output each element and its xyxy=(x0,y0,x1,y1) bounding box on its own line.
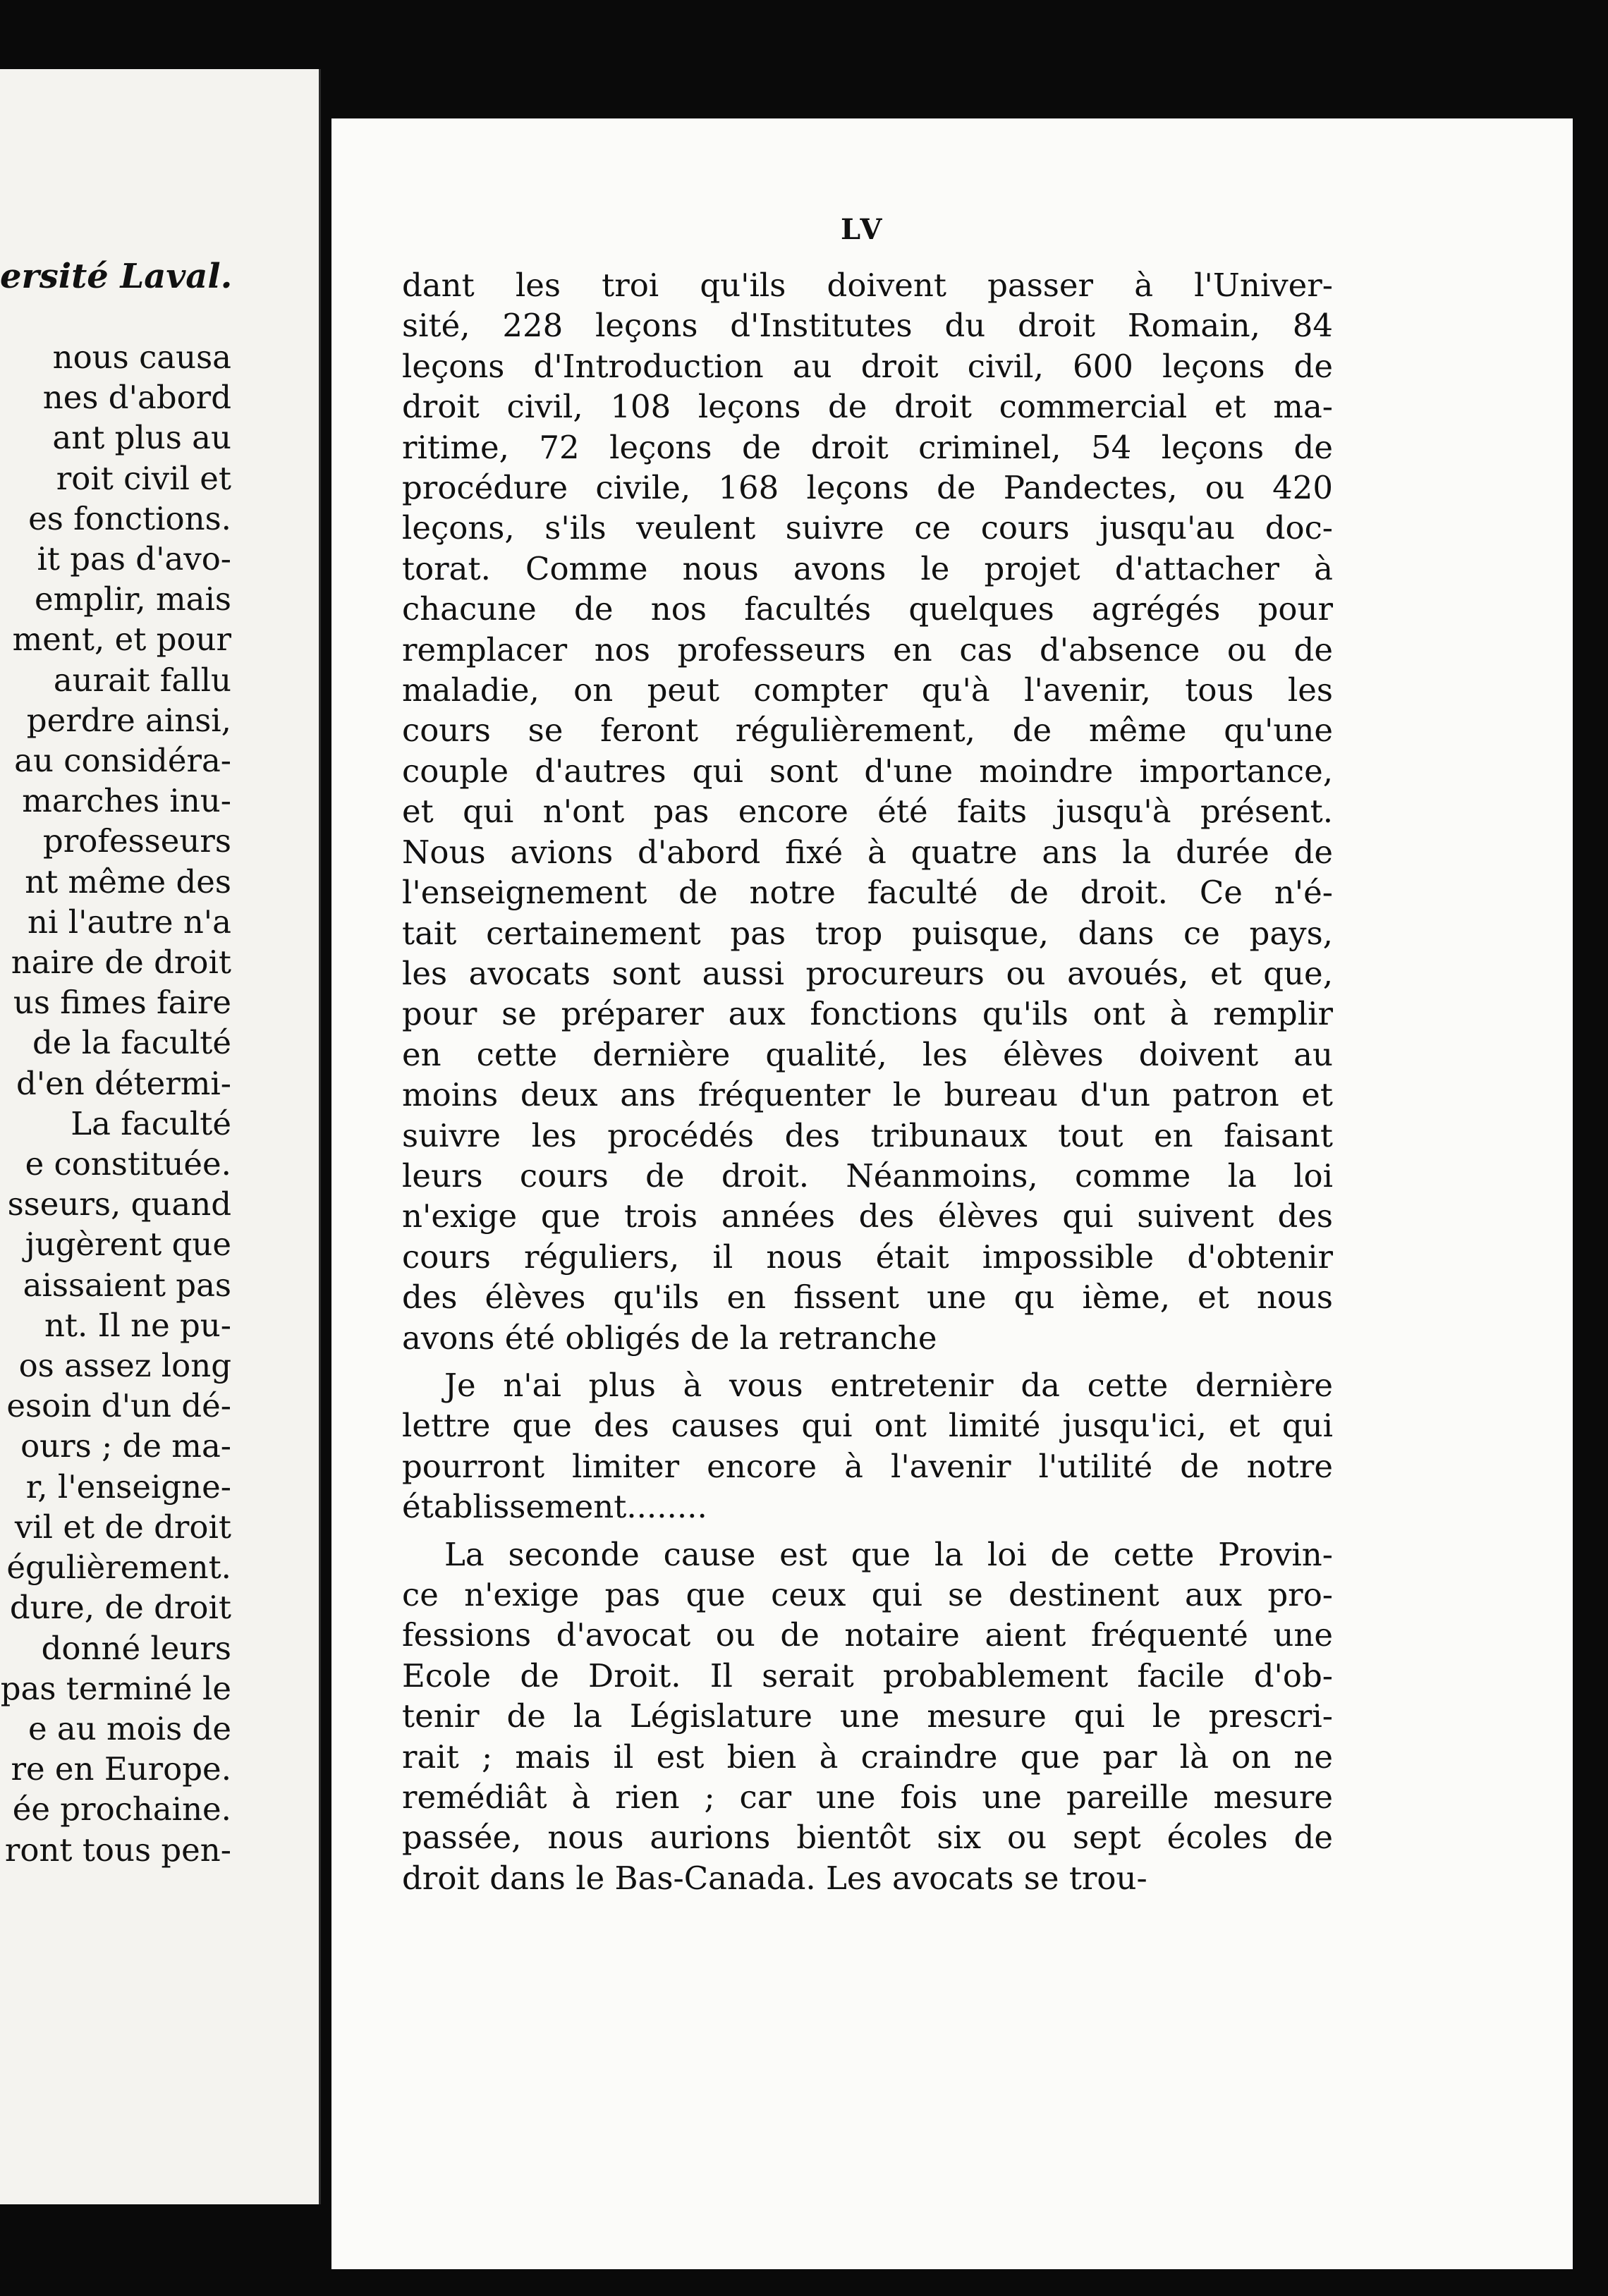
left-text-line: pas terminé le xyxy=(0,1669,231,1707)
text-line: l'enseignement de notre faculté de droit. Ce n'é- xyxy=(402,874,1333,912)
left-text-line: e au mois de xyxy=(28,1709,231,1747)
left-text-line: vil et de droit xyxy=(14,1508,231,1546)
text-line: chacune de nos facultés quelques agrégés pour xyxy=(402,590,1333,628)
text-line: maladie, on peut compter qu'à l'avenir, tous les xyxy=(402,671,1333,709)
paragraph xyxy=(402,265,1333,1358)
left-page-text xyxy=(0,337,231,1870)
left-text-line: ront tous pen- xyxy=(4,1831,231,1869)
text-line: des élèves qu'ils en fissent une qu ième, et nous xyxy=(402,1278,1333,1317)
left-text-line: ment, et pour xyxy=(12,621,231,659)
text-line: droit civil, 108 leçons de droit commercial et ma- xyxy=(402,388,1333,426)
text-line: cours se feront régulièrement, de même qu'une xyxy=(402,712,1333,750)
right-page-body xyxy=(402,265,1333,1898)
left-text-line: nt. Il ne pu- xyxy=(44,1306,231,1344)
left-text-line: re en Europe. xyxy=(11,1750,231,1788)
text-line: fessions d'avocat ou de notaire aient fréquenté une xyxy=(402,1616,1333,1654)
left-text-line: nt même des xyxy=(25,862,231,900)
text-line: cours réguliers, il nous était impossible d'obtenir xyxy=(402,1238,1333,1276)
text-line: et qui n'ont pas encore été faits jusqu'à présent. xyxy=(402,793,1333,831)
text-line: couple d'autres qui sont d'une moindre importance, xyxy=(402,752,1333,790)
text-line: droit dans le Bas-Canada. Les avocats se trou- xyxy=(402,1859,1147,1897)
left-text-line: nous causa xyxy=(52,338,231,376)
page-number: LV xyxy=(841,213,885,246)
paragraph xyxy=(402,1365,1333,1527)
left-text-line: professeurs xyxy=(42,822,231,860)
text-line: procédure civile, 168 leçons de Pandectes, ou 420 xyxy=(402,469,1333,507)
paragraph-gap xyxy=(402,1527,1333,1534)
left-text-line: ée prochaine. xyxy=(12,1790,231,1828)
text-line: lettre que des causes qui ont limité jusqu'ici, et qui xyxy=(402,1407,1333,1445)
left-text-line: emplir, mais xyxy=(34,580,231,618)
left-text-line: es fonctions. xyxy=(28,499,231,537)
left-text-line: nes d'abord xyxy=(42,379,231,417)
text-line: les avocats sont aussi procureurs ou avoués, et que, xyxy=(402,954,1333,992)
text-line: rait ; mais il est bien à craindre que par là on ne xyxy=(402,1738,1333,1776)
text-line: Nous avions d'abord fixé à quatre ans la durée de xyxy=(402,833,1333,871)
left-text-line: sseurs, quand xyxy=(7,1185,231,1223)
left-text-line: La faculté xyxy=(71,1104,231,1142)
left-text-line: aurait fallu xyxy=(53,661,231,699)
text-line: en cette dernière qualité, les élèves doivent au xyxy=(402,1035,1333,1073)
text-line: sité, 228 leçons d'Institutes du droit Romain, 84 xyxy=(402,307,1333,345)
left-text-line: au considéra- xyxy=(14,742,231,780)
left-text-line: esoin d'un dé- xyxy=(6,1387,231,1425)
text-line: leçons d'Introduction au droit civil, 600 leçons de xyxy=(402,347,1333,385)
text-line: pour se préparer aux fonctions qu'ils ont à remplir xyxy=(402,995,1333,1033)
text-line: établissement........ xyxy=(402,1488,707,1526)
left-text-line: dure, de droit xyxy=(9,1589,231,1627)
text-line: Ecole de Droit. Il serait probablement facile d'ob- xyxy=(402,1656,1333,1694)
text-line: leçons, s'ils veulent suivre ce cours jusqu'au doc- xyxy=(402,509,1333,547)
left-text-line: ant plus au xyxy=(52,419,231,457)
left-text-line: perdre ainsi, xyxy=(26,701,231,739)
text-line: leurs cours de droit. Néanmoins, comme la loi xyxy=(402,1156,1333,1195)
left-text-line: r, l'enseigne- xyxy=(25,1467,231,1506)
text-line: remplacer nos professeurs en cas d'absence ou de xyxy=(402,630,1333,668)
left-text-line: e constituée. xyxy=(25,1145,231,1183)
left-text-line: it pas d'avo- xyxy=(37,540,231,578)
left-text-line: ours ; de ma- xyxy=(20,1427,231,1465)
text-line: ritime, 72 leçons de droit criminel, 54 leçons de xyxy=(402,428,1333,466)
text-line: dant les troi qu'ils doivent passer à l'Univer- xyxy=(402,267,1333,304)
text-line: n'exige que trois années des élèves qui suivent des xyxy=(402,1197,1333,1235)
text-line: pourront limiter encore à l'avenir l'utilité de notre xyxy=(402,1447,1333,1485)
text-line: moins deux ans fréquenter le bureau d'un patron et xyxy=(402,1076,1333,1114)
left-text-line: roit civil et xyxy=(56,459,231,497)
left-text-line: ni l'autre n'a xyxy=(28,903,231,941)
paragraph xyxy=(402,1534,1333,1899)
right-page xyxy=(331,118,1573,2269)
left-text-line: d'en détermi- xyxy=(16,1064,231,1102)
text-line: avons été obligés de la retranche xyxy=(402,1319,937,1357)
left-text-line: os assez long xyxy=(18,1347,231,1385)
text-line: suivre les procédés des tribunaux tout en faisant xyxy=(402,1116,1333,1154)
text-line: ce n'exige pas que ceux qui se destinent aux pro- xyxy=(402,1576,1333,1613)
left-text-line: marches inu- xyxy=(22,782,231,820)
left-text-line: naire de droit xyxy=(11,944,231,982)
left-text-line: de la faculté xyxy=(32,1024,231,1062)
text-line: torat. Comme nous avons le projet d'attacher à xyxy=(402,549,1333,587)
left-text-line: aissaient pas xyxy=(23,1266,231,1304)
left-text-line: jugèrent que xyxy=(25,1226,231,1264)
left-text-line: égulièrement. xyxy=(6,1549,231,1587)
text-line: passée, nous aurions bientôt six ou sept écoles de xyxy=(402,1819,1333,1857)
left-page xyxy=(0,69,321,2204)
left-text-line: us fimes faire xyxy=(13,984,231,1022)
text-line: tait certainement pas trop puisque, dans ce pays, xyxy=(402,914,1333,952)
text-line: tenir de la Législature une mesure qui le prescri- xyxy=(402,1697,1333,1735)
text-line: La seconde cause est que la loi de cette Provin- xyxy=(444,1535,1333,1573)
text-line: remédiât à rien ; car une fois une pareille mesure xyxy=(402,1778,1333,1816)
paragraph-gap xyxy=(402,1358,1333,1365)
left-running-header: ersité Laval. xyxy=(0,257,233,296)
text-line: Je n'ai plus à vous entretenir da cette dernière xyxy=(444,1366,1333,1404)
left-text-line: donné leurs xyxy=(41,1629,231,1667)
